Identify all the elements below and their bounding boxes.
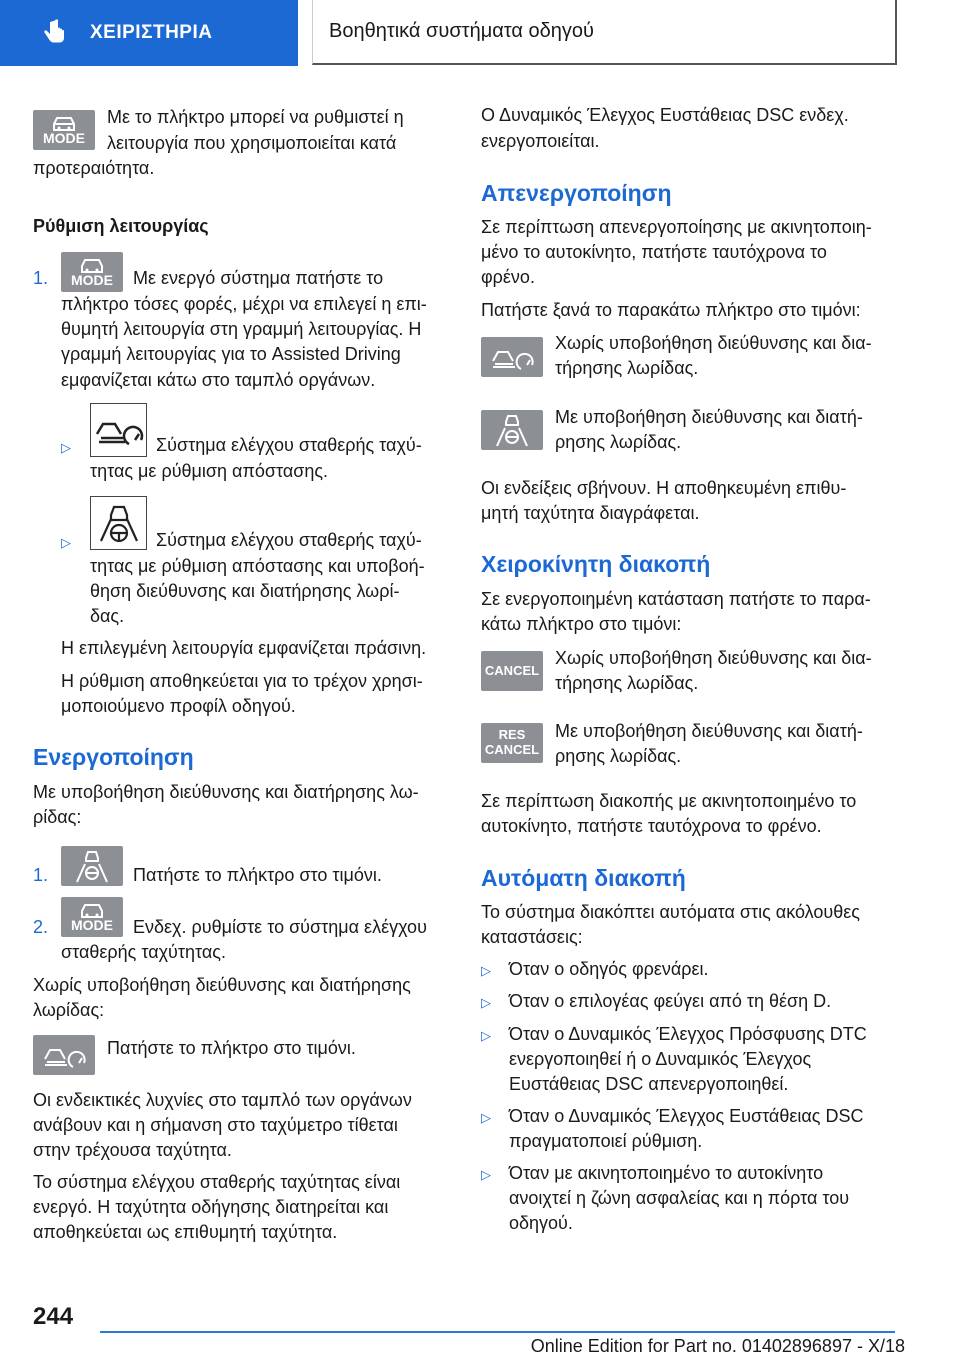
- press-below: Πατήστε ξανά το παρακάτω πλήκτρο στο τιμόνι:: [481, 300, 861, 320]
- manual-interrupt-heading: Χειροκίνητη διακοπή: [481, 551, 711, 577]
- step1-line: Με ενεργό σύστημα πατήστε το: [133, 268, 384, 288]
- deact-line: μένο το αυτοκίνητο, πατήστε ταυτόχρονα το: [481, 242, 827, 262]
- step1-line: θυμητή λειτουργία στη γραμμή λειτουργίας. Η: [61, 319, 422, 339]
- note-line: Η επιλεγμένη λειτουργία εμφανίζεται πράσινη.: [61, 638, 427, 658]
- option-line: Χωρίς υποβοήθηση διεύθυνσης και δια-: [555, 648, 872, 668]
- chapter-tab[interactable]: [0, 0, 298, 66]
- deact-line: φρένο.: [481, 267, 535, 287]
- step1-line: πλήκτρο τόσες φορές, μέχρι να επιλεγεί η επι-: [61, 294, 427, 314]
- intro-line-1: Με το πλήκτρο μπορεί να ρυθμιστεί η: [107, 107, 404, 127]
- section-title: Βοηθητικά συστήματα οδηγού: [329, 20, 594, 42]
- auto-interrupt-heading: Αυτόματη διακοπή: [481, 865, 686, 891]
- step-number: 1.: [33, 865, 49, 885]
- act-step2-line: Ενδεχ. ρυθμίστε το σύστημα ελέγχου: [133, 917, 427, 937]
- bullet2-line: Σύστημα ελέγχου σταθερής ταχύ-: [156, 530, 422, 550]
- auto-bullet: Όταν ο Δυναμικός Έλεγχος Πρόσφυσης DTC: [509, 1024, 867, 1044]
- step-number: 1.: [33, 268, 49, 288]
- off-line: μητή ταχύτητα διαγράφεται.: [481, 503, 700, 523]
- cancel-button-icon: CANCEL: [481, 651, 543, 691]
- bullet-triangle-icon: ▷: [61, 440, 71, 455]
- act-step1-line: Πατήστε το πλήκτρο στο τιμόνι.: [133, 865, 382, 885]
- bullet-triangle-icon: ▷: [481, 963, 491, 978]
- deact-line: Σε περίπτωση απενεργοποίησης με ακινητοποιη-: [481, 217, 872, 237]
- auto-bullet: οδηγού.: [509, 1213, 573, 1233]
- option-line: Χωρίς υποβοήθηση διεύθυνσης και δια-: [555, 333, 872, 353]
- deactivation-heading: Απενεργοποίηση: [481, 180, 672, 206]
- step-number: 2.: [33, 917, 49, 937]
- without-press: Πατήστε το πλήκτρο στο τιμόνι.: [107, 1038, 356, 1058]
- dsc-line: ενεργοποιείται.: [481, 131, 600, 151]
- lane-assist-button-icon: [481, 410, 543, 450]
- indicator-line: στην τρέχουσα ταχύτητα.: [33, 1140, 232, 1160]
- step1-line: εμφανίζεται κάτω στο ταμπλό οργάνων.: [61, 370, 376, 390]
- activation-line: ρίδας:: [33, 807, 82, 827]
- res-cancel-button-icon: RES CANCEL: [481, 723, 543, 763]
- stop-line: αυτοκίνητο, πατήστε ταυτόχρονα το φρένο.: [481, 816, 822, 836]
- bullet-triangle-icon: ▷: [61, 535, 71, 550]
- chapter-label: ΧΕΙΡΙΣΤΗΡΙΑ: [90, 22, 213, 43]
- auto-bullet: ενεργοποιηθεί ή ο Δυναμικός Έλεγχος: [509, 1049, 812, 1069]
- dsc-line: Ο Δυναμικός Έλεγχος Ευστάθειας DSC ενδεχ.: [481, 105, 849, 125]
- interrupt-line: κάτω πλήκτρο στο τιμόνι:: [481, 614, 682, 634]
- option-line: ρησης λωρίδας.: [555, 432, 682, 452]
- option-line: τήρησης λωρίδας.: [555, 673, 699, 693]
- without-line: Χωρίς υποβοήθηση διεύθυνσης και διατήρησης: [33, 975, 411, 995]
- hand-pointer-icon: [40, 19, 68, 47]
- cruise-control-button-icon: [33, 1035, 95, 1075]
- stop-line: Σε περίπτωση διακοπής με ακινητοποιημένο το: [481, 791, 857, 811]
- cruise-control-distance-symbol-icon: [90, 403, 147, 457]
- auto-bullet: ανοιχτεί η ζώνη ασφαλείας και η πόρτα του: [509, 1188, 850, 1208]
- auto-intro-line: Το σύστημα διακόπτει αυτόματα στις ακόλουθες: [481, 902, 860, 922]
- activation-line: Με υποβοήθηση διεύθυνσης και διατήρησης λω-: [33, 782, 419, 802]
- steering-lane-assist-symbol-icon: [90, 496, 147, 550]
- section-header: [312, 0, 897, 65]
- mode-button-icon: MODE: [61, 897, 123, 937]
- mode-button-icon: MODE: [61, 252, 123, 292]
- intro-line-2: λειτουργία που χρησιμοποιείται κατά: [107, 133, 397, 153]
- bullet-triangle-icon: ▷: [481, 1028, 491, 1043]
- auto-intro-line: καταστάσεις:: [481, 927, 583, 947]
- active-line: Το σύστημα ελέγχου σταθερής ταχύτητας είναι: [33, 1172, 401, 1192]
- auto-bullet: Όταν με ακινητοποιημένο το αυτοκίνητο: [509, 1163, 824, 1183]
- act-step2-line: σταθερής ταχύτητας.: [61, 942, 226, 962]
- note-line: Η ρύθμιση αποθηκεύεται για το τρέχον χρησι-: [61, 671, 423, 691]
- page-number: 244: [33, 1303, 74, 1330]
- option-line: Με υποβοήθηση διεύθυνσης και διατή-: [555, 407, 863, 427]
- bullet2-line: δας.: [90, 606, 125, 626]
- bullet1-line: Σύστημα ελέγχου σταθερής ταχύ-: [156, 435, 422, 455]
- active-line: ενεργό. Η ταχύτητα οδήγησης διατηρείται και: [33, 1197, 389, 1217]
- auto-bullet: Όταν ο επιλογέας φεύγει από τη θέση D.: [509, 991, 832, 1011]
- note-line: μοποιούμενο προφίλ οδηγού.: [61, 696, 296, 716]
- auto-bullet: πραγματοποιεί ρύθμιση.: [509, 1131, 703, 1151]
- cruise-control-button-icon: [481, 337, 543, 377]
- edition-text: Online Edition for Part no. 01402896897 - X/18: [530, 1336, 905, 1356]
- option-line: ρησης λωρίδας.: [555, 746, 682, 766]
- option-line: τήρησης λωρίδας.: [555, 358, 699, 378]
- bullet2-line: τητας με ρύθμιση απόστασης και υποβοή-: [90, 556, 425, 576]
- step1-line: γραμμή λειτουργίας για το Assisted Driving: [61, 344, 401, 364]
- bullet2-line: θηση διεύθυνσης και διατήρησης λωρί-: [90, 581, 400, 601]
- bullet-triangle-icon: ▷: [481, 1110, 491, 1125]
- auto-bullet: Ευστάθειας DSC απενεργοποιηθεί.: [509, 1074, 789, 1094]
- interrupt-line: Σε ενεργοποιημένη κατάσταση πατήστε το παρα-: [481, 589, 871, 609]
- bullet-triangle-icon: ▷: [481, 995, 491, 1010]
- bullet-triangle-icon: ▷: [481, 1167, 491, 1182]
- mode-button-icon: MODE: [33, 110, 95, 150]
- off-line: Οι ενδείξεις σβήνουν. Η αποθηκευμένη επιθυ-: [481, 478, 847, 498]
- lane-assist-button-icon: [61, 846, 123, 886]
- auto-bullet: Όταν ο Δυναμικός Έλεγχος Ευστάθειας DSC: [509, 1106, 864, 1126]
- footer-divider: [100, 1331, 895, 1333]
- bullet1-line: τητας με ρύθμιση απόστασης.: [90, 461, 329, 481]
- setting-heading: Ρύθμιση λειτουργίας: [33, 216, 209, 236]
- without-line: λωρίδας:: [33, 1000, 105, 1020]
- indicator-line: Οι ενδεικτικές λυχνίες στο ταμπλό των οργάνων: [33, 1090, 412, 1110]
- option-line: Με υποβοήθηση διεύθυνσης και διατή-: [555, 721, 863, 741]
- activation-heading: Ενεργοποίηση: [33, 744, 194, 770]
- intro-line-3: προτεραιότητα.: [33, 158, 155, 178]
- indicator-line: ανάβουν και η σήμανση στο ταχύμετρο τίθεται: [33, 1115, 398, 1135]
- active-line: αποθηκεύεται ως επιθυμητή ταχύτητα.: [33, 1222, 338, 1242]
- auto-bullet: Όταν ο οδηγός φρενάρει.: [509, 959, 709, 979]
